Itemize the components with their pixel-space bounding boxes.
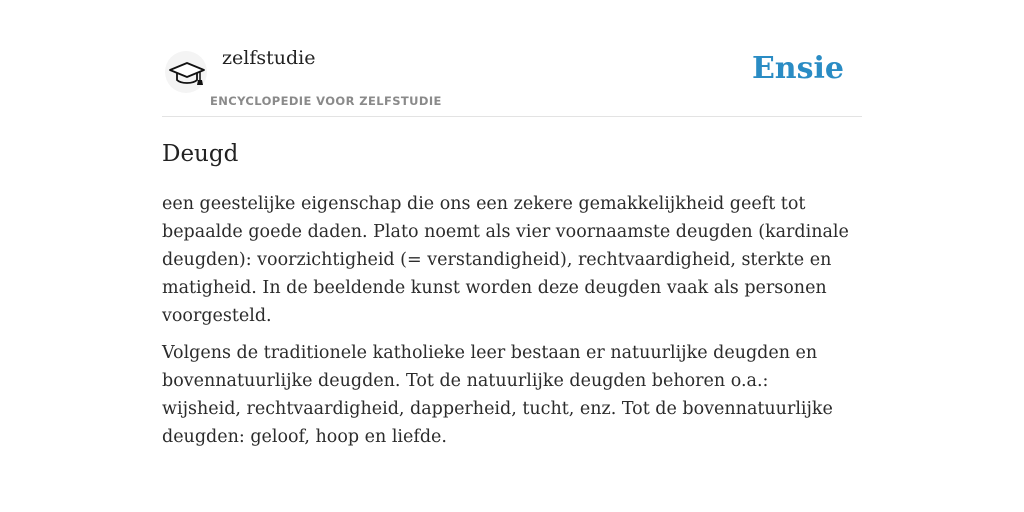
article: [162, 138, 852, 460]
article-paragraph: een geestelijke eigenschap die ons een zekere gemakkelijkheid geeft tot bepaalde goede daden. Plato noemt als vier voornaamste deugden (kardinale deugden): voorzichtigheid (= verstandigheid), rechtvaardigheid, sterkte en matigheid. In de beeldende kunst worden deze deugden vaak als personen voorgesteld.: [162, 194, 849, 326]
article-title: Deugd: [162, 141, 239, 167]
site-header: [162, 0, 862, 117]
brand-logo[interactable]: Ensie: [751, 51, 844, 86]
site-tagline: ENCYCLOPEDIE VOOR ZELFSTUDIE: [210, 94, 442, 108]
site-name[interactable]: zelfstudie: [222, 47, 316, 69]
article-paragraph: Volgens de traditionele katholieke leer bestaan er natuurlijke deugden en bovennatuurlijke deugden. Tot de natuurlijke deugden behoren o.a.: wijsheid, rechtvaardigheid, dapperheid, tucht, enz. Tot de bovennatuurlijke deugden: geloof, hoop en liefde.: [162, 343, 833, 447]
graduation-cap-icon[interactable]: [164, 50, 208, 94]
